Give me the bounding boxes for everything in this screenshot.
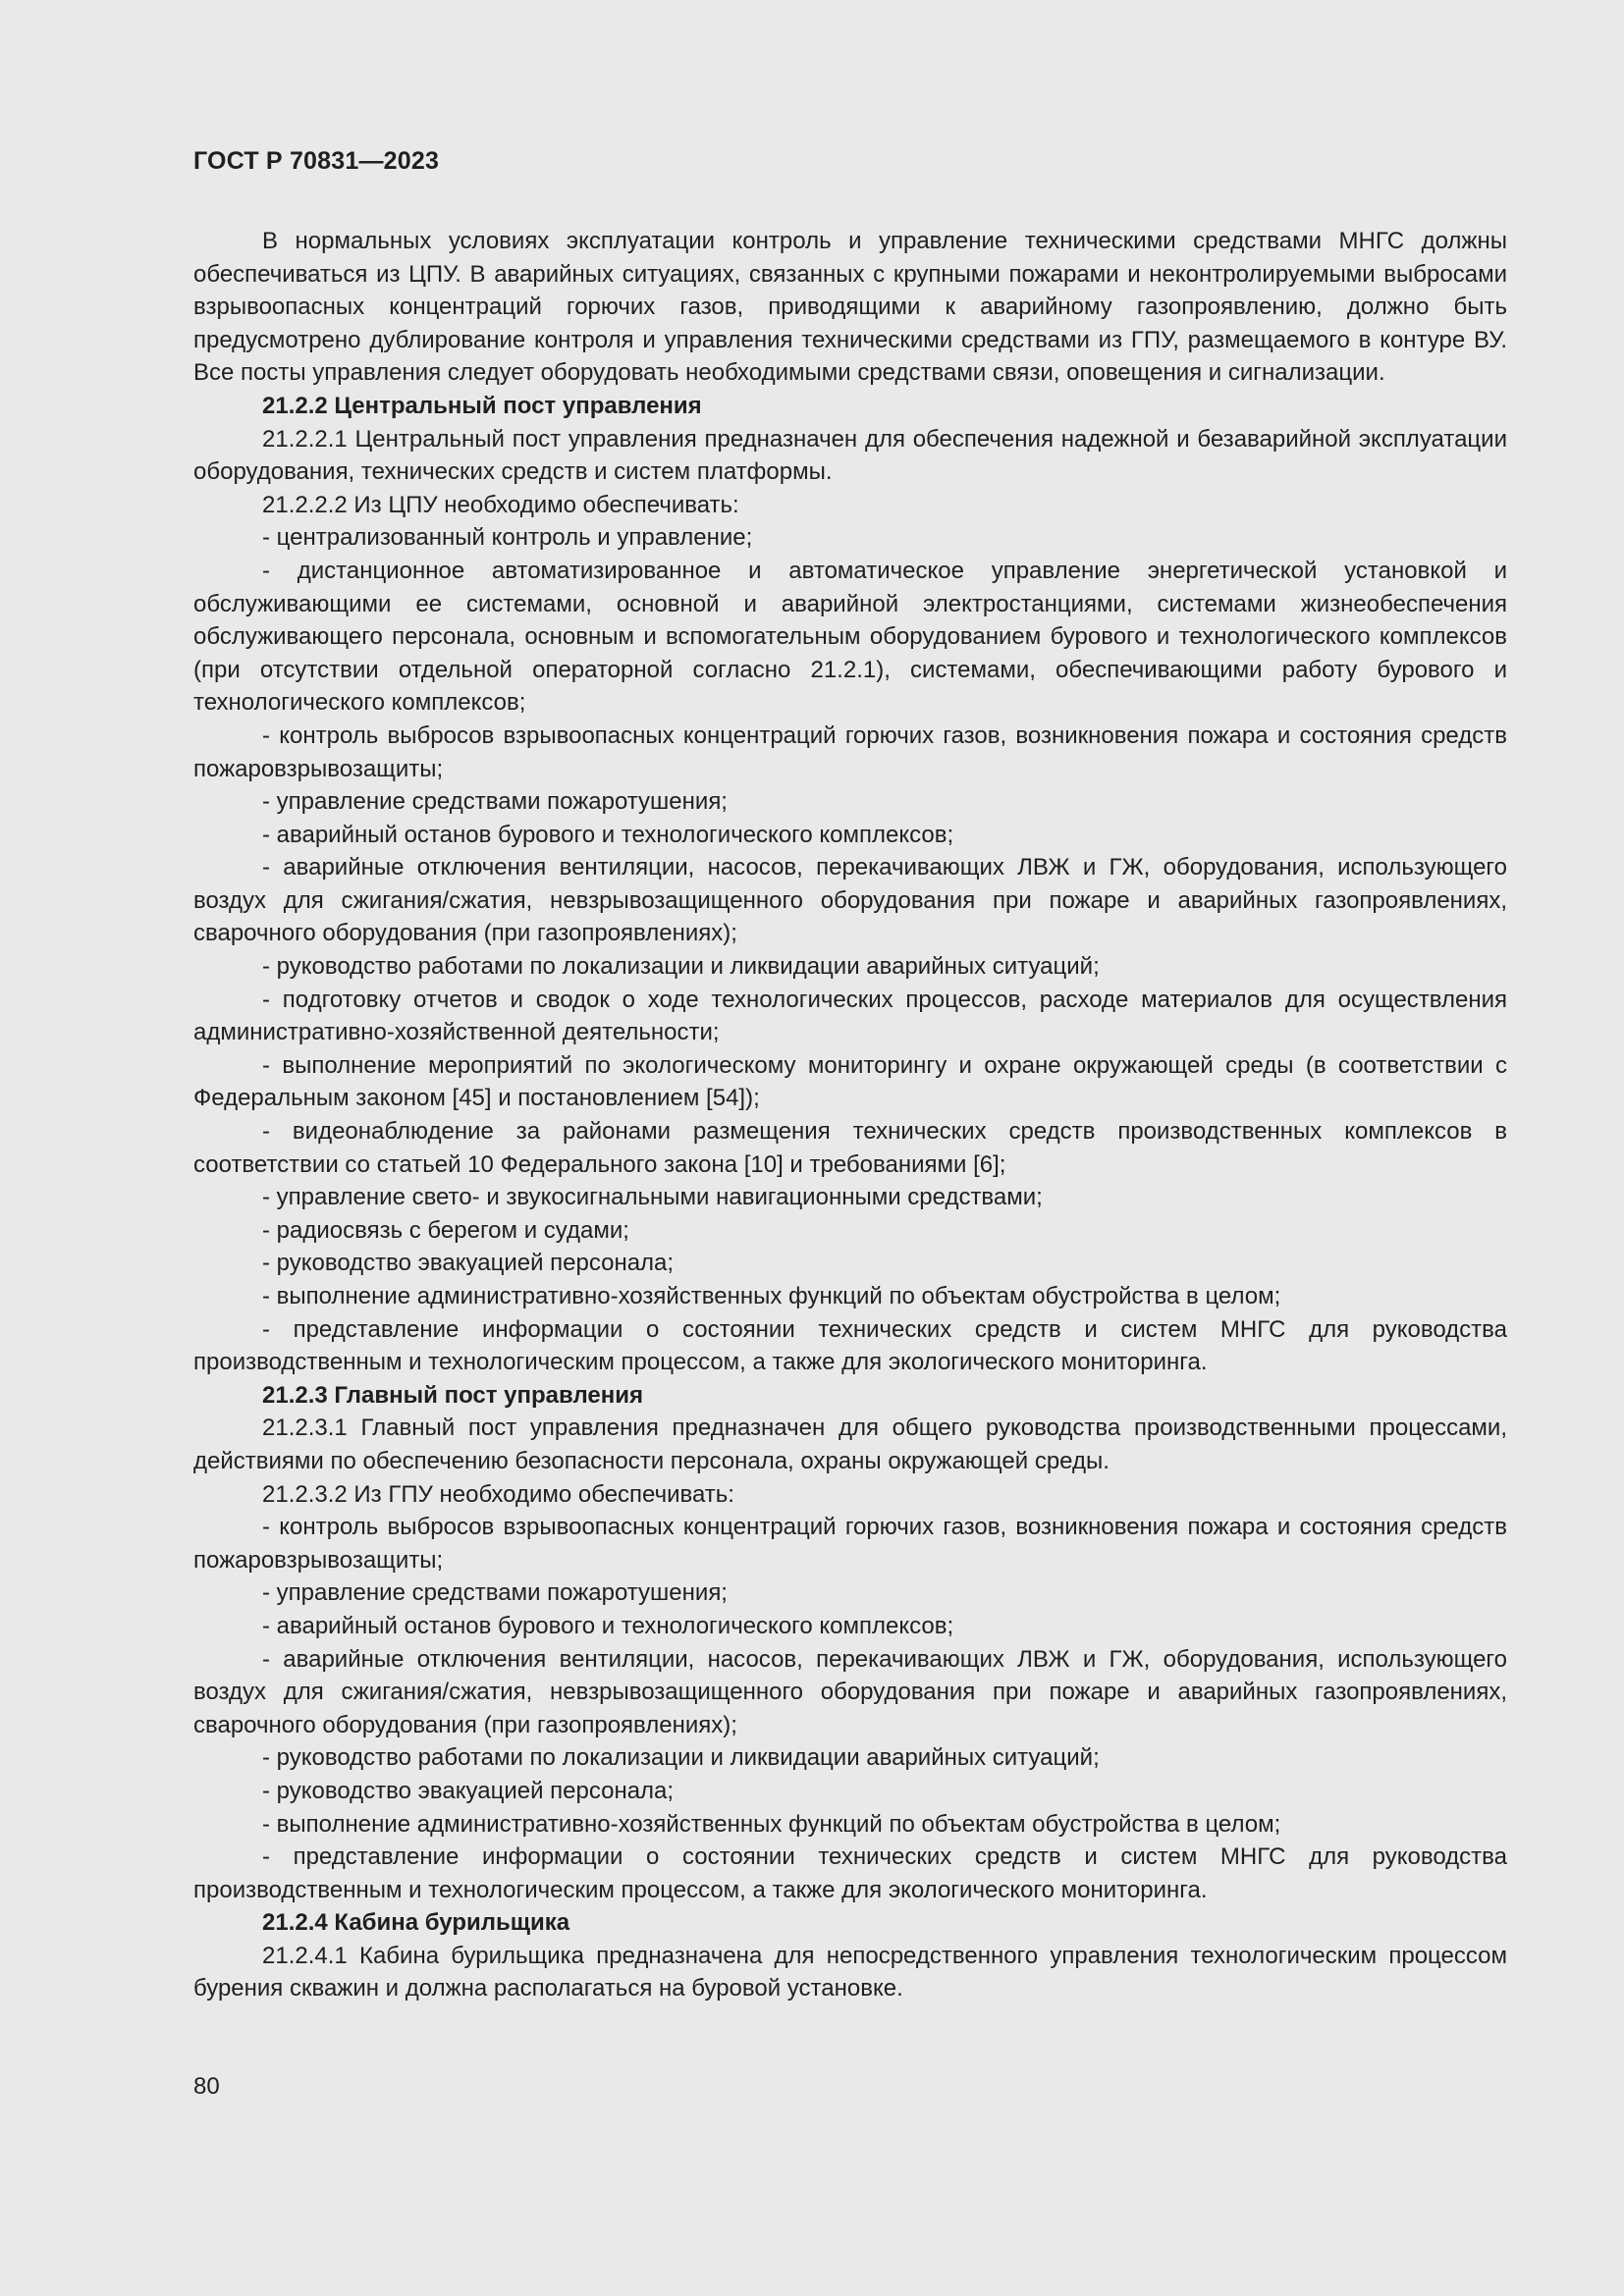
- list-item: - управление средствами пожаротушения;: [262, 788, 728, 816]
- list-item: - дистанционное автоматизированное и автоматическое управление энергетической установкой и обслуживающими ее системами, основной и аварийной электростанциями, системами жизнеобеспечения обслуживающего персонала, основным и вспомогательным оборудованием бурового и технологического комплексов (при отсутствии отдельной операторной согласно 21.2.1), системами, обеспечивающими работу бурового и технологического комплексов;: [193, 557, 1507, 717]
- paragraph: В нормальных условиях эксплуатации контроль и управление техническими средствами МНГС должны обеспечиваться из ЦПУ. В аварийных ситуациях, связанных с крупными пожарами и неконтролируемыми выбросами взрывоопасных концентраций горючих газов, приводящими к аварийному газопроявлению, должно быть предусмотрено дублирование контроля и управления техническими средствами из ГПУ, размещаемого в контуре ВУ. Все посты управления следует оборудовать необходимыми средствами связи, оповещения и сигнализации.: [193, 228, 1507, 387]
- list-item: - аварийные отключения вентиляции, насосов, перекачивающих ЛВЖ и ГЖ, оборудования, использующего воздух для сжигания/сжатия, невзрывозащищенного оборудования при пожаре и аварийных газопроявлениях, сварочного оборудования (при газопроявлениях);: [193, 854, 1507, 947]
- list-item: - управление свето- и звукосигнальными навигационными средствами;: [262, 1184, 1043, 1211]
- list-item: - представление информации о состоянии технических средств и систем МНГС для руководства производственным и технологическим процессом, а также для экологического мониторинга.: [193, 1315, 1507, 1376]
- paragraph: 21.2.2.1 Центральный пост управления предназначен для обеспечения надежной и безаварийной эксплуатации оборудования, технических средств и систем платформы.: [193, 425, 1507, 486]
- section-heading: 21.2.2 Центральный пост управления: [262, 392, 702, 419]
- list-item: - управление средствами пожаротушения;: [262, 1579, 728, 1607]
- list-item: - аварийный останов бурового и технологического комплексов;: [262, 1612, 954, 1639]
- section-heading: 21.2.3 Главный пост управления: [262, 1381, 643, 1409]
- list-item: - выполнение административно-хозяйственных функций по объектам обустройства в целом;: [262, 1283, 1281, 1309]
- list-item: - аварийный останов бурового и технологического комплексов;: [262, 821, 954, 848]
- list-item: - видеонаблюдение за районами размещения технических средств производственных комплексов в соответствии со статьей 10 Федерального закона [10] и требованиями [6];: [193, 1118, 1507, 1178]
- paragraph: 21.2.4.1 Кабина бурильщика предназначена для непосредственного управления технологическим процессом бурения скважин и должна располагаться на буровой установке.: [193, 1942, 1507, 2002]
- list-item: - руководство эвакуацией персонала;: [262, 1777, 675, 1804]
- paragraph: 21.2.2.2 Из ЦПУ необходимо обеспечивать:: [262, 491, 739, 518]
- paragraph: 21.2.3.1 Главный пост управления предназначен для общего руководства производственными процессами, действиями по обеспечению безопасности персонала, охраны окружающей среды.: [193, 1415, 1507, 1474]
- list-item: - контроль выбросов взрывоопасных концентраций горючих газов, возникновения пожара и состояния средств пожаровзрывозащиты;: [193, 1514, 1507, 1574]
- list-item: - выполнение административно-хозяйственных функций по объектам обустройства в целом;: [262, 1810, 1281, 1838]
- list-item: - выполнение мероприятий по экологическому мониторингу и охране окружающей среды (в соответствии с Федеральным законом [45] и постановлением [54]);: [193, 1051, 1507, 1112]
- list-item: - руководство работами по локализации и ликвидации аварийных ситуаций;: [262, 1744, 1100, 1772]
- document-body: [193, 225, 1507, 2005]
- list-item: - представление информации о состоянии технических средств и систем МНГС для руководства производственным и технологическим процессом, а также для экологического мониторинга.: [193, 1843, 1507, 1903]
- document-header: ГОСТ Р 70831—2023: [193, 147, 440, 175]
- section-heading: 21.2.4 Кабина бурильщика: [262, 1909, 570, 1937]
- paragraph: 21.2.3.2 Из ГПУ необходимо обеспечивать:: [262, 1480, 734, 1508]
- list-item: - контроль выбросов взрывоопасных концентраций горючих газов, возникновения пожара и состояния средств пожаровзрывозащиты;: [193, 721, 1507, 782]
- list-item: - руководство эвакуацией персонала;: [262, 1250, 675, 1277]
- list-item: - централизованный контроль и управление;: [262, 524, 753, 552]
- list-item: - руководство работами по локализации и ликвидации аварийных ситуаций;: [262, 953, 1100, 981]
- list-item: - аварийные отключения вентиляции, насосов, перекачивающих ЛВЖ и ГЖ, оборудования, использующего воздух для сжигания/сжатия, невзрывозащищенного оборудования при пожаре и аварийных газопроявлениях, сварочного оборудования (при газопроявлениях);: [193, 1645, 1507, 1738]
- list-item: - подготовку отчетов и сводок о ходе технологических процессов, расходе материалов для осуществления административно-хозяйственной деятельности;: [193, 986, 1507, 1046]
- page-number: 80: [193, 2073, 220, 2100]
- list-item: - радиосвязь с берегом и судами;: [262, 1216, 629, 1244]
